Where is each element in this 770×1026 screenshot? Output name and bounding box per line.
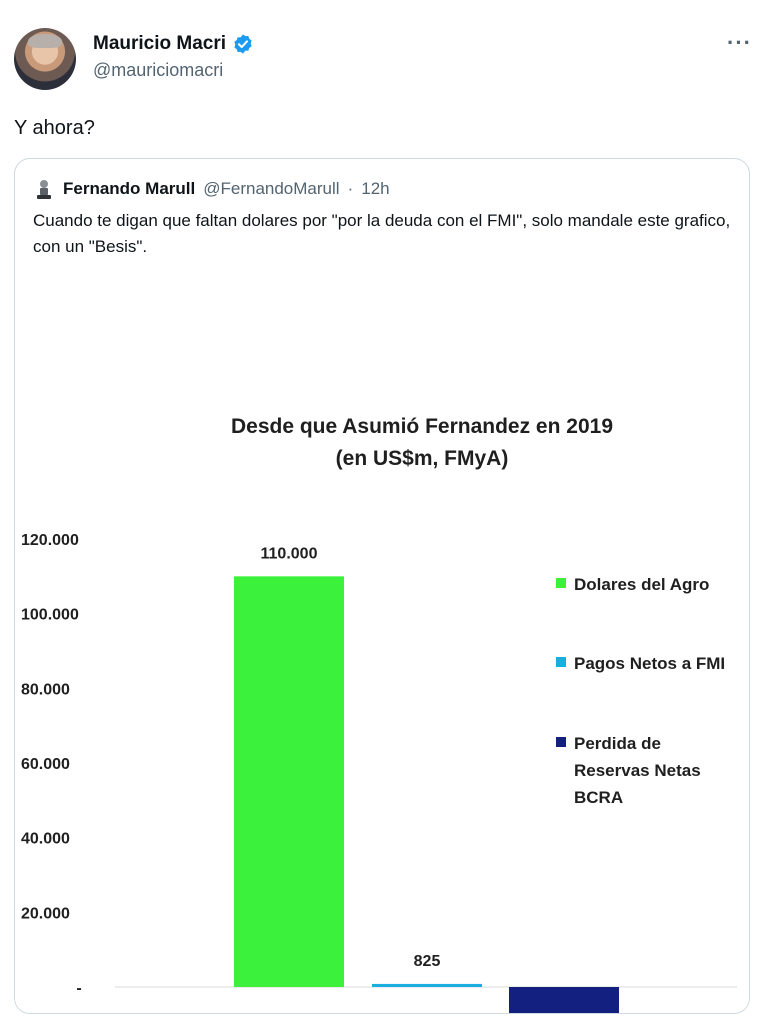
legend-label: BCRA [574, 788, 624, 807]
chart-title: Desde que Asumió Fernandez en 2019 [230, 415, 614, 438]
y-tick-label: 20.000 [21, 905, 70, 923]
author-name-text: Mauricio Macri [93, 33, 227, 54]
bar-1[interactable] [234, 576, 344, 987]
y-tick-label: 80.000 [21, 681, 70, 699]
y-tick-label: 120.000 [21, 532, 79, 549]
author-handle[interactable]: @mauriciomacri [93, 60, 224, 80]
legend-label: Perdida de [574, 734, 661, 753]
quoted-time[interactable]: 12h [361, 179, 390, 198]
quoted-tweet[interactable] [14, 158, 750, 1014]
legend-label: Pagos Netos a FMI [574, 654, 726, 673]
legend-swatch [556, 657, 566, 667]
author-name[interactable] [93, 33, 254, 55]
more-options-icon[interactable]: ··· [727, 30, 752, 55]
bar-chart[interactable] [15, 279, 750, 1014]
legend-label: Dolares del Agro [574, 575, 710, 594]
bar-3[interactable] [509, 987, 619, 1014]
author-avatar[interactable] [14, 28, 76, 90]
bar-value-label: 110.000 [260, 545, 318, 563]
y-tick-label: 60.000 [21, 756, 70, 773]
legend-swatch [556, 737, 566, 747]
avatar-hair [28, 34, 62, 48]
bar-value-label: 825 [413, 952, 441, 970]
quoted-author-avatar-icon[interactable] [33, 178, 55, 200]
verified-badge-icon [232, 33, 254, 55]
legend-swatch [556, 578, 566, 588]
tweet-text: Y ahora? [14, 117, 95, 139]
legend-item[interactable] [556, 654, 725, 673]
quoted-tweet-header [33, 178, 390, 200]
y-tick-label: 40.000 [21, 830, 70, 848]
quoted-separator: · [347, 179, 354, 198]
legend-item[interactable] [556, 575, 709, 594]
bar-2[interactable] [372, 984, 482, 987]
quoted-tweet-text: Cuando te digan que faltan dolares por "por la deuda con el FMI", solo mandale este grafico, con un "Besis". [33, 211, 731, 256]
y-tick-label: 100.000 [21, 606, 79, 624]
y-tick-label: - [76, 980, 82, 997]
chart-subtitle: (en US$m, FMyA) [335, 447, 509, 470]
chart-background [15, 279, 750, 1014]
legend-label: Reservas Netas [574, 761, 701, 780]
quoted-author-handle[interactable]: @FernandoMarull [203, 179, 340, 198]
quoted-author-name[interactable]: Fernando Marull [63, 179, 196, 198]
